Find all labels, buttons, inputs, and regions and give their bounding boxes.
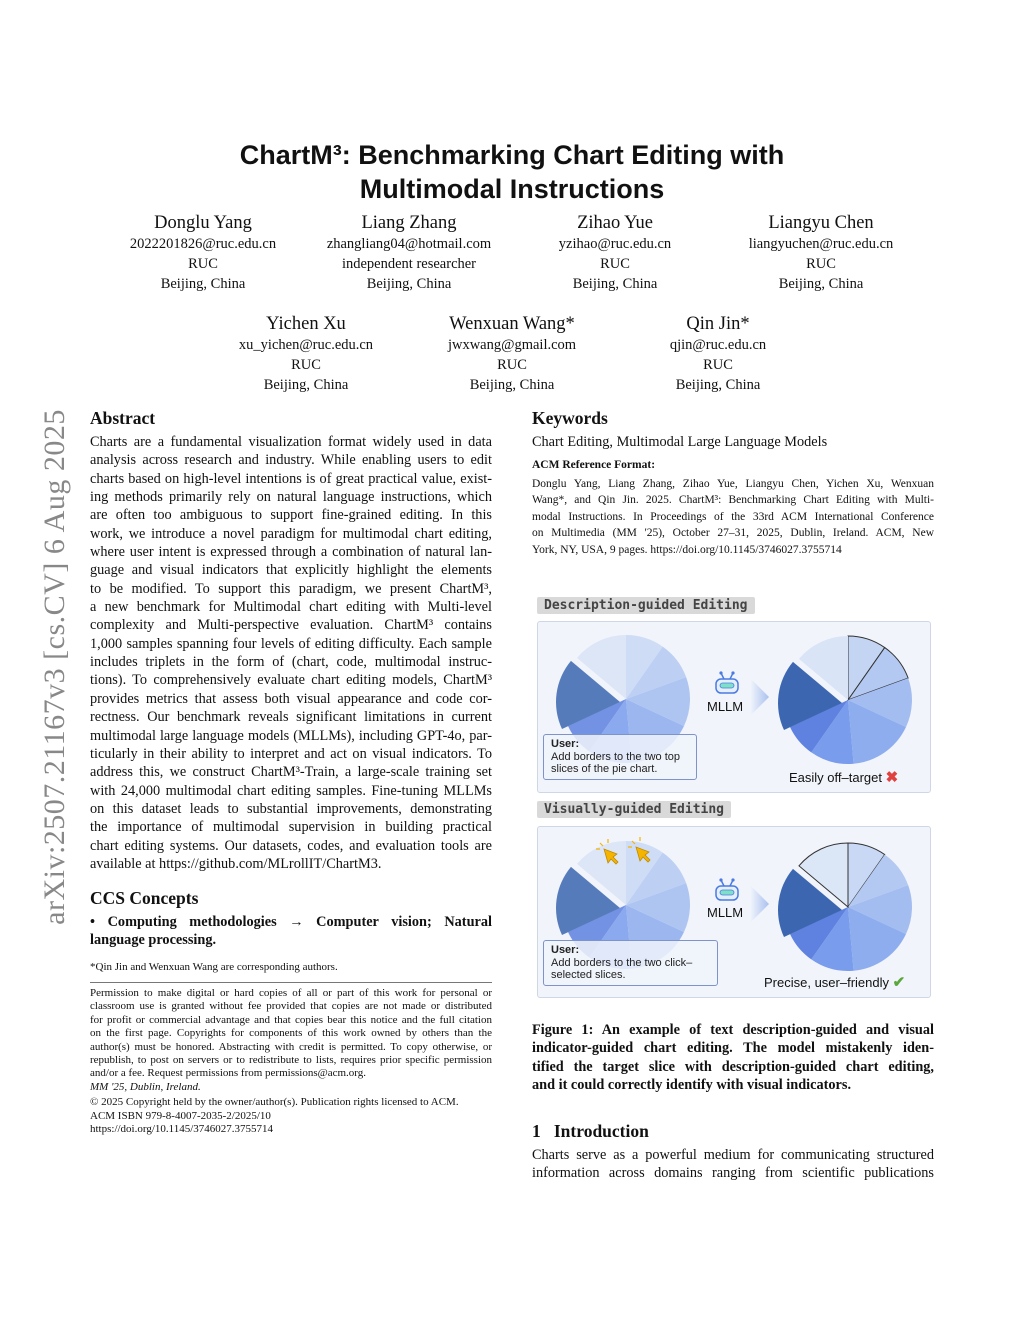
text-line: to be modified. To support this paradigm, we present ChartM³, [90,580,492,597]
text-line: on this dataset leads to substantial improvements, demonstrating [90,800,492,817]
author-email[interactable]: qjin@ruc.edu.cn [669,337,767,353]
result-text [764,973,905,991]
author-affil: RUC [703,357,733,373]
text-line: chart editing systems. Our datasets, codes, and evaluation tools are [90,837,492,854]
text-line: indicator-guided chart editing. The model mistakenly iden- [532,1040,934,1057]
author-name: Qin Jin* [686,314,750,334]
author-email[interactable]: 2022201826@ruc.edu.cn [129,236,277,252]
text-line: classroom use is granted without fee provided that copies are not made or distributed [90,1000,492,1013]
footnote-divider [90,982,492,983]
text-line: ing methods primarily rely on natural language instructions, which [90,489,492,506]
keywords-heading: Keywords [532,408,608,428]
panel-label-visual: Visually-guided Editing [537,801,731,818]
result-label: Precise, user–friendly [764,975,889,990]
paper-title [0,138,1024,206]
text-line: address this, we construct ChartM³-Train, a large-scale training set [90,764,492,781]
author-email[interactable]: yzihao@ruc.edu.cn [558,236,672,252]
text-line: on the first page. Copyrights for components of this work owned by others than the [90,1027,492,1040]
acm-ref-heading: ACM Reference Format: [532,459,656,471]
text-line: Permission to make digital or hard copies of all or part of this work for personal or [90,987,492,999]
figure-panel-description [537,621,931,793]
text-line: with 24,000 multimodal chart editing samples. Fine-tuning MLLMs [90,782,492,799]
edited-pie-chart [778,636,912,764]
text-line: Wang*, and Qin Jin. 2025. ChartM³: Benchmarking Chart Editing with Multi- [532,494,934,507]
text-line: republish, to post on servers or to redistribute to lists, requires prior specific permission [90,1054,492,1067]
text-line: Donglu Yang, Liang Zhang, Zihao Yue, Liangyu Chen, Yichen Xu, Wenxuan [532,478,934,490]
permission-venue: MM '25, Dublin, Ireland. [90,1080,201,1093]
author-block [196,313,416,395]
text-line: tified the target slice with description-guided chart editing, [532,1058,934,1075]
text-line: ticularly in their ability to interpret and act on visual indicators. To [90,745,492,762]
text-line: includes triplets in the form of (chart, code, multimodal instruc- [90,654,492,671]
arrow-icon [751,679,769,715]
author-affil: RUC [806,256,836,272]
keywords-text: Chart Editing, Multimodal Large Language Models [532,434,828,450]
user-label: User: [551,738,580,750]
arxiv-identifier[interactable]: arXiv:2507.21167v3 [cs.CV] 6 Aug 2025 [38,409,71,925]
text-line: where user intent is expressed through a combination of natural lan- [90,544,492,561]
title-line-2: Multimodal Instructions [359,174,665,204]
text-line: rectness. Our benchmark reveals significant limitations in current [90,709,492,726]
author-block [93,212,313,294]
author-loc: Beijing, China [675,377,761,393]
panel-label-description: Description-guided Editing [537,597,755,614]
robot-icon [716,878,738,900]
ccs-line: language processing. [90,932,217,949]
text-line: York, NY, USA, 9 pages. https://doi.org/10.1145/3746027.3755714 [532,543,842,556]
introduction-body [532,1146,934,1183]
author-email[interactable]: zhangliang04@hotmail.com [326,236,492,252]
author-name: Yichen Xu [266,314,346,334]
permission-doi[interactable]: https://doi.org/10.1145/3746027.3755714 [90,1123,274,1136]
text-line: multimodal large language models (MLLMs), including GPT-4o, par- [90,727,492,744]
section-heading-introduction [532,1121,649,1142]
user-instruction: Add borders to the two top slices of the pie chart. [551,750,681,775]
author-loc: Beijing, China [572,276,658,292]
abstract-body [90,433,492,873]
text-line: Charts serve as a powerful medium for communicating structured [532,1147,934,1163]
text-line: tions). To comprehensively evaluate chart editing models, ChartM³ [90,672,492,689]
user-instruction: Add borders to the two click–selected slices. [551,956,693,981]
author-block [299,212,519,294]
permission-isbn: ACM ISBN 979-8-4007-2035-2/2025/10 [90,1109,271,1122]
section-number: 1 [532,1121,541,1141]
acm-reference [532,476,934,558]
text-line: provides metrics that assess both visual appearance and code cor- [90,690,492,707]
abstract-heading: Abstract [90,408,156,428]
author-affil: independent researcher [341,256,477,272]
author-email[interactable]: liangyuchen@ruc.edu.cn [748,236,894,252]
text-line: guage and visual indicators that explicitly highlight the elements [90,562,492,579]
author-loc: Beijing, China [263,377,349,393]
author-loc: Beijing, China [160,276,246,292]
ccs-line: • Computing methodologies → Computer vision; Natural [90,914,492,930]
author-name: Liang Zhang [361,213,457,233]
arrow-icon [751,886,769,922]
text-line: modal Instructions. In Proceedings of the 33rd ACM International Conference [532,510,934,523]
ccs-concepts [90,913,492,950]
text-line: author(s) must be honored. Abstracting with credit is permitted. To copy otherwise, or [90,1040,492,1053]
permission-notice [90,987,492,1136]
author-name: Liangyu Chen [768,213,874,233]
author-name: Donglu Yang [154,213,252,233]
text-line: information across domains ranging from scientific publications [532,1165,934,1182]
author-affil: RUC [291,357,321,373]
author-affil: RUC [497,357,527,373]
author-block [711,212,931,294]
user-instruction-box [543,734,697,780]
text-line: are often too ambiguous to support fine-grained editing. In this [90,507,492,524]
author-affil: RUC [600,256,630,272]
author-email[interactable]: xu_yichen@ruc.edu.cn [238,337,374,353]
text-line: 1,000 samples spanning four levels of editing difficulty. Each sample [90,635,492,652]
author-block [505,212,725,294]
title-line-1: ChartM³: Benchmarking Chart Editing with [239,140,785,170]
author-loc: Beijing, China [366,276,452,292]
text-line: work, we introduce a novel paradigm for multimodal chart editing, [90,525,492,542]
author-block [608,313,828,395]
author-name: Zihao Yue [577,213,653,233]
text-line: the importance of multimodal supervision in building practical [90,819,492,836]
result-text [789,768,898,786]
permission-copyright: © 2025 Copyright held by the owner/author(s). Publication rights licensed to ACM. [90,1096,459,1109]
user-instruction-box [543,940,718,986]
text-line: complexity and Multi-perspective evaluation. ChartM³ contains [90,617,492,634]
robot-icon [716,671,738,693]
text-line: Charts are a fundamental visualization format widely used in data [90,434,492,450]
model-label: MLLM [707,699,744,714]
user-label: User: [551,944,580,956]
text-line: and it could correctly identify with visual indicators. [532,1077,852,1094]
author-affil: RUC [188,256,218,272]
ccs-heading: CCS Concepts [90,888,199,908]
text-line: analysis across research and industry. While enabling users to edit [90,452,492,469]
model-label: MLLM [707,905,744,920]
author-loc: Beijing, China [469,377,555,393]
result-label: Easily off–target [789,770,882,785]
text-line: on Multimedia (MM '25), October 27–31, 2025, Dublin, Ireland. ACM, New [532,527,934,540]
text-line: a new benchmark for Multimodal chart editing with Multi-level [90,599,492,616]
figure-caption [532,1021,934,1094]
figure-panel-visual [537,826,931,998]
text-line: Figure 1: An example of text description-guided and visual [532,1022,934,1038]
footnote: *Qin Jin and Wenxuan Wang are corresponding authors. [90,961,338,973]
section-title: Introduction [553,1121,649,1141]
text-line: available at https://github.com/MLrollIT/ChartM3. [90,855,382,872]
check-icon: ✔ [892,974,906,991]
text-line: for profit or commercial advantage and that copies bear this notice and the full citation [90,1013,492,1026]
cross-icon: ✖ [885,769,899,786]
author-email[interactable]: jwxwang@gmail.com [447,337,577,353]
text-line: and/or a fee. Request permissions from permissions@acm.org. [90,1067,367,1080]
text-line: charts based on high-level intentions is of great practical value, exist- [90,470,492,487]
author-loc: Beijing, China [778,276,864,292]
author-name: Wenxuan Wang* [449,314,575,334]
author-block [402,313,622,395]
edited-pie-chart [778,843,912,971]
